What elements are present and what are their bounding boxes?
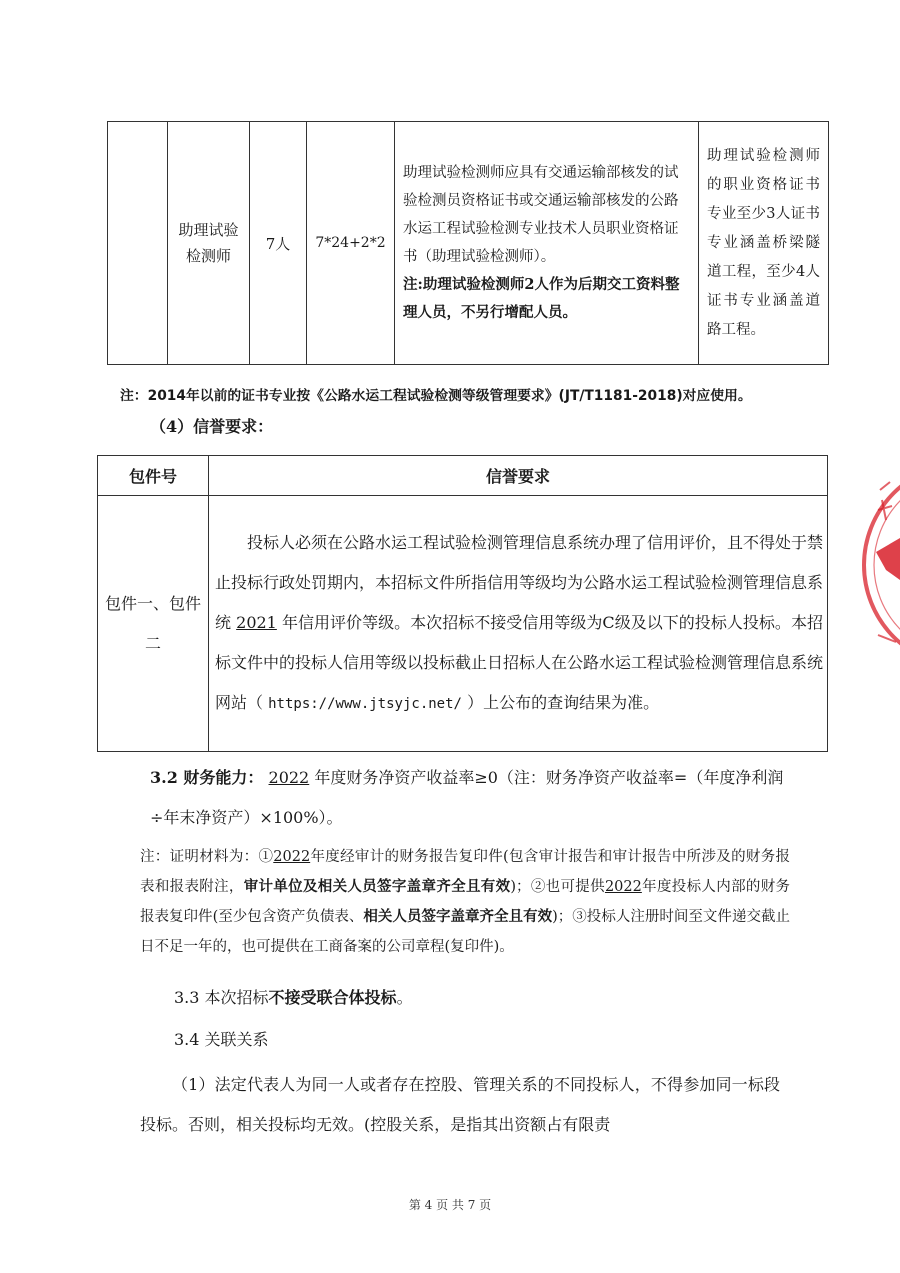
finance-note: 注：证明材料为：①2022年度经审计的财务报告复印件(包含审计报告和审计报告中所涉及的财务报表和报表附注，审计单位及相关人员签字盖章齐全且有效)；②也可提供2022年度投标人内部的财务报表复印件(至少包含资产负债表、相关人员签字盖章齐全且有效)；③投标人注册时间至文件递交截止日不足一年的，也可提供在工商备案的公司章程(复印件)。 bbox=[140, 849, 791, 955]
section-3-4-title: 3.4 关联关系 bbox=[174, 1030, 269, 1049]
staff-count: 7人 bbox=[265, 234, 291, 253]
finance-label: 3.2 财务能力： bbox=[150, 768, 264, 787]
section-3-3: 3.3 本次招标不接受联合体投标。 bbox=[174, 988, 413, 1007]
credit-text-c: ）上公布的查询结果为准。 bbox=[467, 693, 660, 712]
credit-heading: （4）信誉要求： bbox=[150, 417, 274, 436]
staff-index-cell bbox=[108, 122, 168, 365]
finance-paragraph bbox=[150, 758, 790, 838]
staff-role: 助理试验检测师 bbox=[178, 221, 239, 265]
credit-header-package: 包件号 bbox=[98, 456, 209, 496]
credit-package: 包件一、包件二 bbox=[104, 593, 201, 653]
finance-year: 2022 bbox=[268, 768, 310, 787]
credit-requirement-cell bbox=[209, 496, 828, 752]
staff-remark-cell bbox=[699, 122, 829, 365]
staff-requirement-note: 注:助理试验检测师2人作为后期交工资料整理人员，不另行增配人员。 bbox=[403, 276, 680, 321]
section-3-4-paragraph: （1）法定代表人为同一人或者存在控股、管理关系的不同投标人，不得参加同一标段投标。否则，相关投标均无效。(控股关系，是指其出资额占有限责 bbox=[140, 1075, 780, 1134]
note-year-1: 2022 bbox=[273, 849, 311, 865]
credit-url: https://www.jtsyjc.net/ bbox=[268, 696, 462, 712]
seal-stamp bbox=[856, 460, 900, 670]
staff-remark: 助理试验检测师的职业资格证书专业至少3人证书专业涵盖桥梁隧道工程，至少4人证书专业涵盖道路工程。 bbox=[707, 147, 820, 338]
staff-requirement-cell bbox=[395, 122, 699, 365]
staff-count-cell bbox=[250, 122, 307, 365]
note-year-2: 2022 bbox=[604, 879, 642, 895]
credit-text-b: 年信用评价等级。本次招标不接受信用等级为C级及以下的投标人投标。本招标文件中的投标人信用等级以投标截止日招标人在公路水运工程试验检测管理信息系统网站（ bbox=[215, 613, 824, 712]
page-number: 第 4 页 共 7 页 bbox=[408, 1198, 492, 1212]
staff-table bbox=[107, 121, 829, 365]
finance-text: 年度财务净资产收益率≥0（注：财务净资产收益率=（年度净利润÷年末净资产）×100%）。 bbox=[150, 768, 784, 827]
credit-header-requirement: 信誉要求 bbox=[209, 456, 828, 496]
credit-text-a: 投标人必须在公路水运工程试验检测管理信息系统办理了信用评价，且不得处于禁止投标行政处罚期内，本招标文件所指信用等级均为公路水运工程试验检测管理信息系统 bbox=[215, 533, 824, 632]
credit-year: 2021 bbox=[236, 613, 277, 632]
staff-schedule-cell bbox=[307, 122, 395, 365]
credit-table bbox=[97, 455, 828, 752]
staff-schedule: 7*24+2*2 bbox=[315, 235, 386, 251]
credit-package-cell bbox=[98, 496, 209, 752]
staff-role-cell bbox=[168, 122, 250, 365]
staff-requirement: 助理试验检测师应具有交通运输部核发的试验检测员资格证书或交通运输部核发的公路水运工程试验检测专业技术人员职业资格证书（助理试验检测师）。 bbox=[403, 165, 679, 265]
table-footnote: 注：2014年以前的证书专业按《公路水运工程试验检测等级管理要求》(JT/T1181-2018)对应使用。 bbox=[120, 388, 752, 404]
